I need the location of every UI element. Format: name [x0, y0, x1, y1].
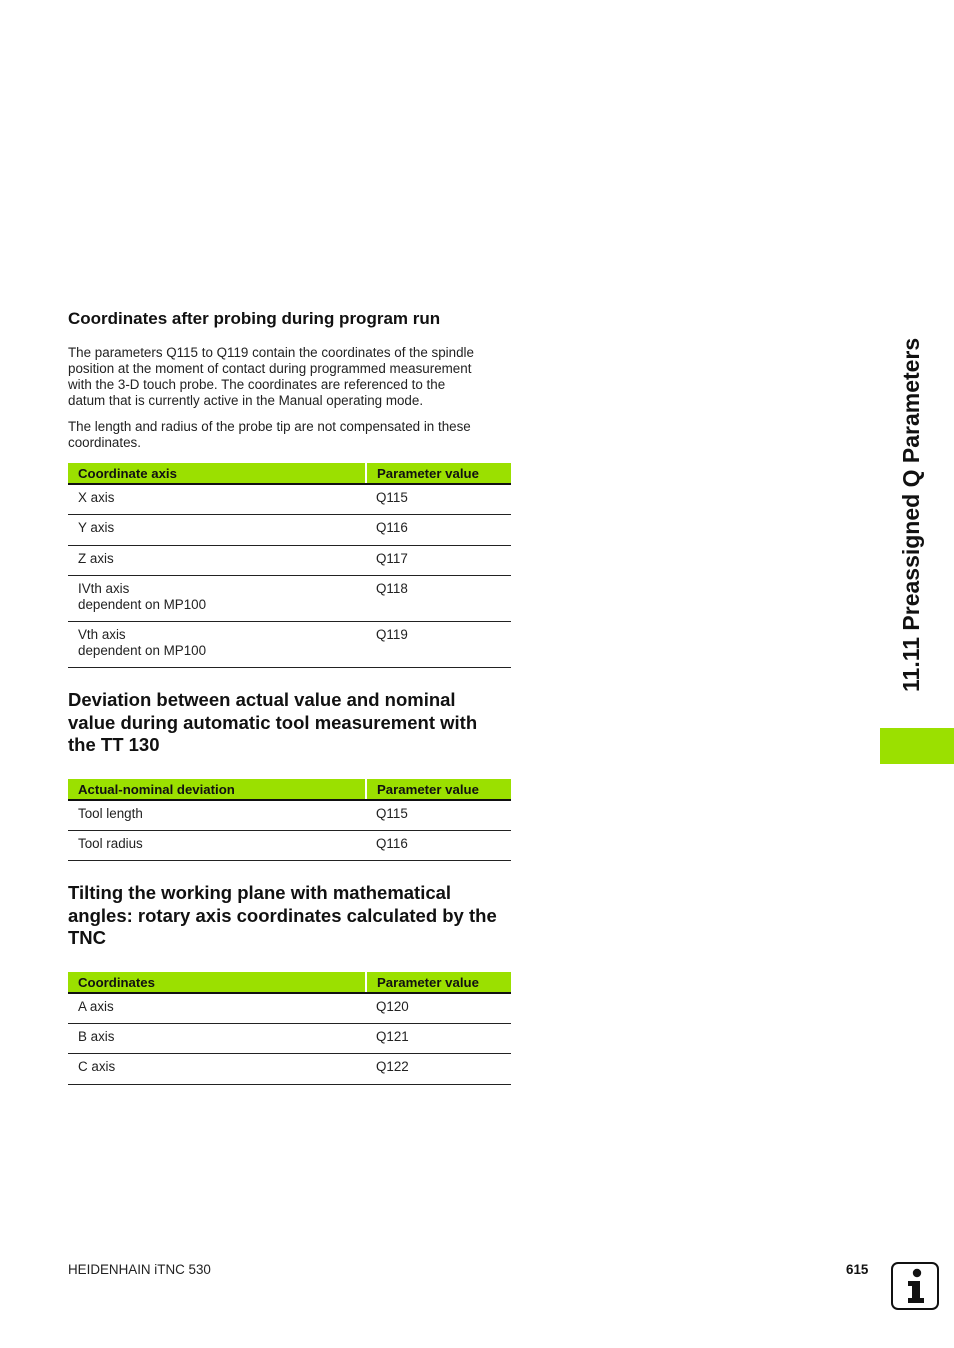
- text-line: with the 3-D touch probe. The coordinates are referenced to the: [68, 377, 446, 392]
- section-heading-tilting-working-plane: [68, 882, 511, 950]
- cell-parameter: Q115: [366, 484, 511, 514]
- deviation-table: [68, 779, 511, 861]
- cell-parameter: Q120: [366, 993, 511, 1023]
- section-heading-tool-measurement-deviation: [68, 689, 511, 757]
- text-line: position at the moment of contact during programmed measurement: [68, 361, 472, 376]
- cell-axis: Y axis: [68, 514, 366, 545]
- rotary-axis-table: [68, 972, 511, 1085]
- footer-product-name: HEIDENHAIN iTNC 530: [68, 1262, 211, 1277]
- cell-axis: C axis: [68, 1053, 366, 1084]
- cell-parameter: Q116: [366, 830, 511, 860]
- cell-parameter: Q117: [366, 545, 511, 575]
- cell-deviation: Tool length: [68, 800, 366, 830]
- heading-line: Deviation between actual value and nominal: [68, 689, 456, 710]
- cell-parameter: Q116: [366, 514, 511, 545]
- text-line: datum that is currently active in the Manual operating mode.: [68, 393, 424, 408]
- column-header-coordinates: Coordinates: [68, 972, 366, 993]
- cell-parameter: Q119: [366, 621, 511, 667]
- table-row: [68, 1053, 511, 1084]
- cell-parameter: Q115: [366, 800, 511, 830]
- heading-line: angles: rotary axis coordinates calculated by the: [68, 904, 497, 926]
- table-row: [68, 621, 511, 667]
- cell-axis: B axis: [68, 1023, 366, 1053]
- heading-line: TNC: [68, 927, 107, 948]
- info-icon: [891, 1262, 939, 1310]
- column-header-parameter-value: Parameter value: [366, 779, 511, 800]
- table-row: [68, 830, 511, 860]
- axis-label: IVth axis: [78, 580, 130, 596]
- table-row: [68, 1023, 511, 1053]
- cell-parameter: Q122: [366, 1053, 511, 1084]
- paragraph-probe-tip-note: [68, 419, 511, 451]
- cell-axis: X axis: [68, 484, 366, 514]
- chapter-tab-marker: [880, 728, 954, 764]
- paragraph-probing-coordinates: [68, 345, 511, 409]
- coordinates-table: [68, 463, 511, 668]
- cell-axis: [68, 621, 366, 667]
- table-row: [68, 484, 511, 514]
- column-header-parameter-value: Parameter value: [366, 972, 511, 993]
- text-line: The length and radius of the probe tip are not compensated in these: [68, 419, 471, 434]
- cell-axis: Z axis: [68, 545, 366, 575]
- table-row: [68, 514, 511, 545]
- chapter-side-title: 11.11 Preassigned Q Parameters: [898, 337, 924, 692]
- table-header-row: [68, 779, 511, 800]
- heading-line: Tilting the working plane with mathematical: [68, 882, 452, 903]
- axis-label: Vth axis: [78, 626, 126, 642]
- table-row: [68, 575, 511, 621]
- cell-deviation: Tool radius: [68, 830, 366, 860]
- column-header-parameter-value: Parameter value: [366, 463, 511, 484]
- table-row: [68, 545, 511, 575]
- column-header-coordinate-axis: Coordinate axis: [68, 463, 366, 484]
- text-line: coordinates.: [68, 435, 141, 450]
- column-header-actual-nominal-deviation: Actual-nominal deviation: [68, 779, 366, 800]
- cell-parameter: Q121: [366, 1023, 511, 1053]
- axis-note: dependent on MP100: [78, 596, 207, 612]
- cell-axis: A axis: [68, 993, 366, 1023]
- heading-line: the TT 130: [68, 734, 160, 755]
- section-heading-coordinates-after-probing: Coordinates after probing during program run: [68, 309, 441, 328]
- cell-axis: [68, 575, 366, 621]
- text-line: The parameters Q115 to Q119 contain the coordinates of the spindle: [68, 345, 474, 360]
- heading-line: value during automatic tool measurement with: [68, 711, 478, 733]
- page-number: 615: [846, 1262, 869, 1277]
- axis-note: dependent on MP100: [78, 642, 207, 658]
- table-header-row: [68, 463, 511, 484]
- table-header-row: [68, 972, 511, 993]
- table-row: [68, 800, 511, 830]
- table-row: [68, 993, 511, 1023]
- cell-parameter: Q118: [366, 575, 511, 621]
